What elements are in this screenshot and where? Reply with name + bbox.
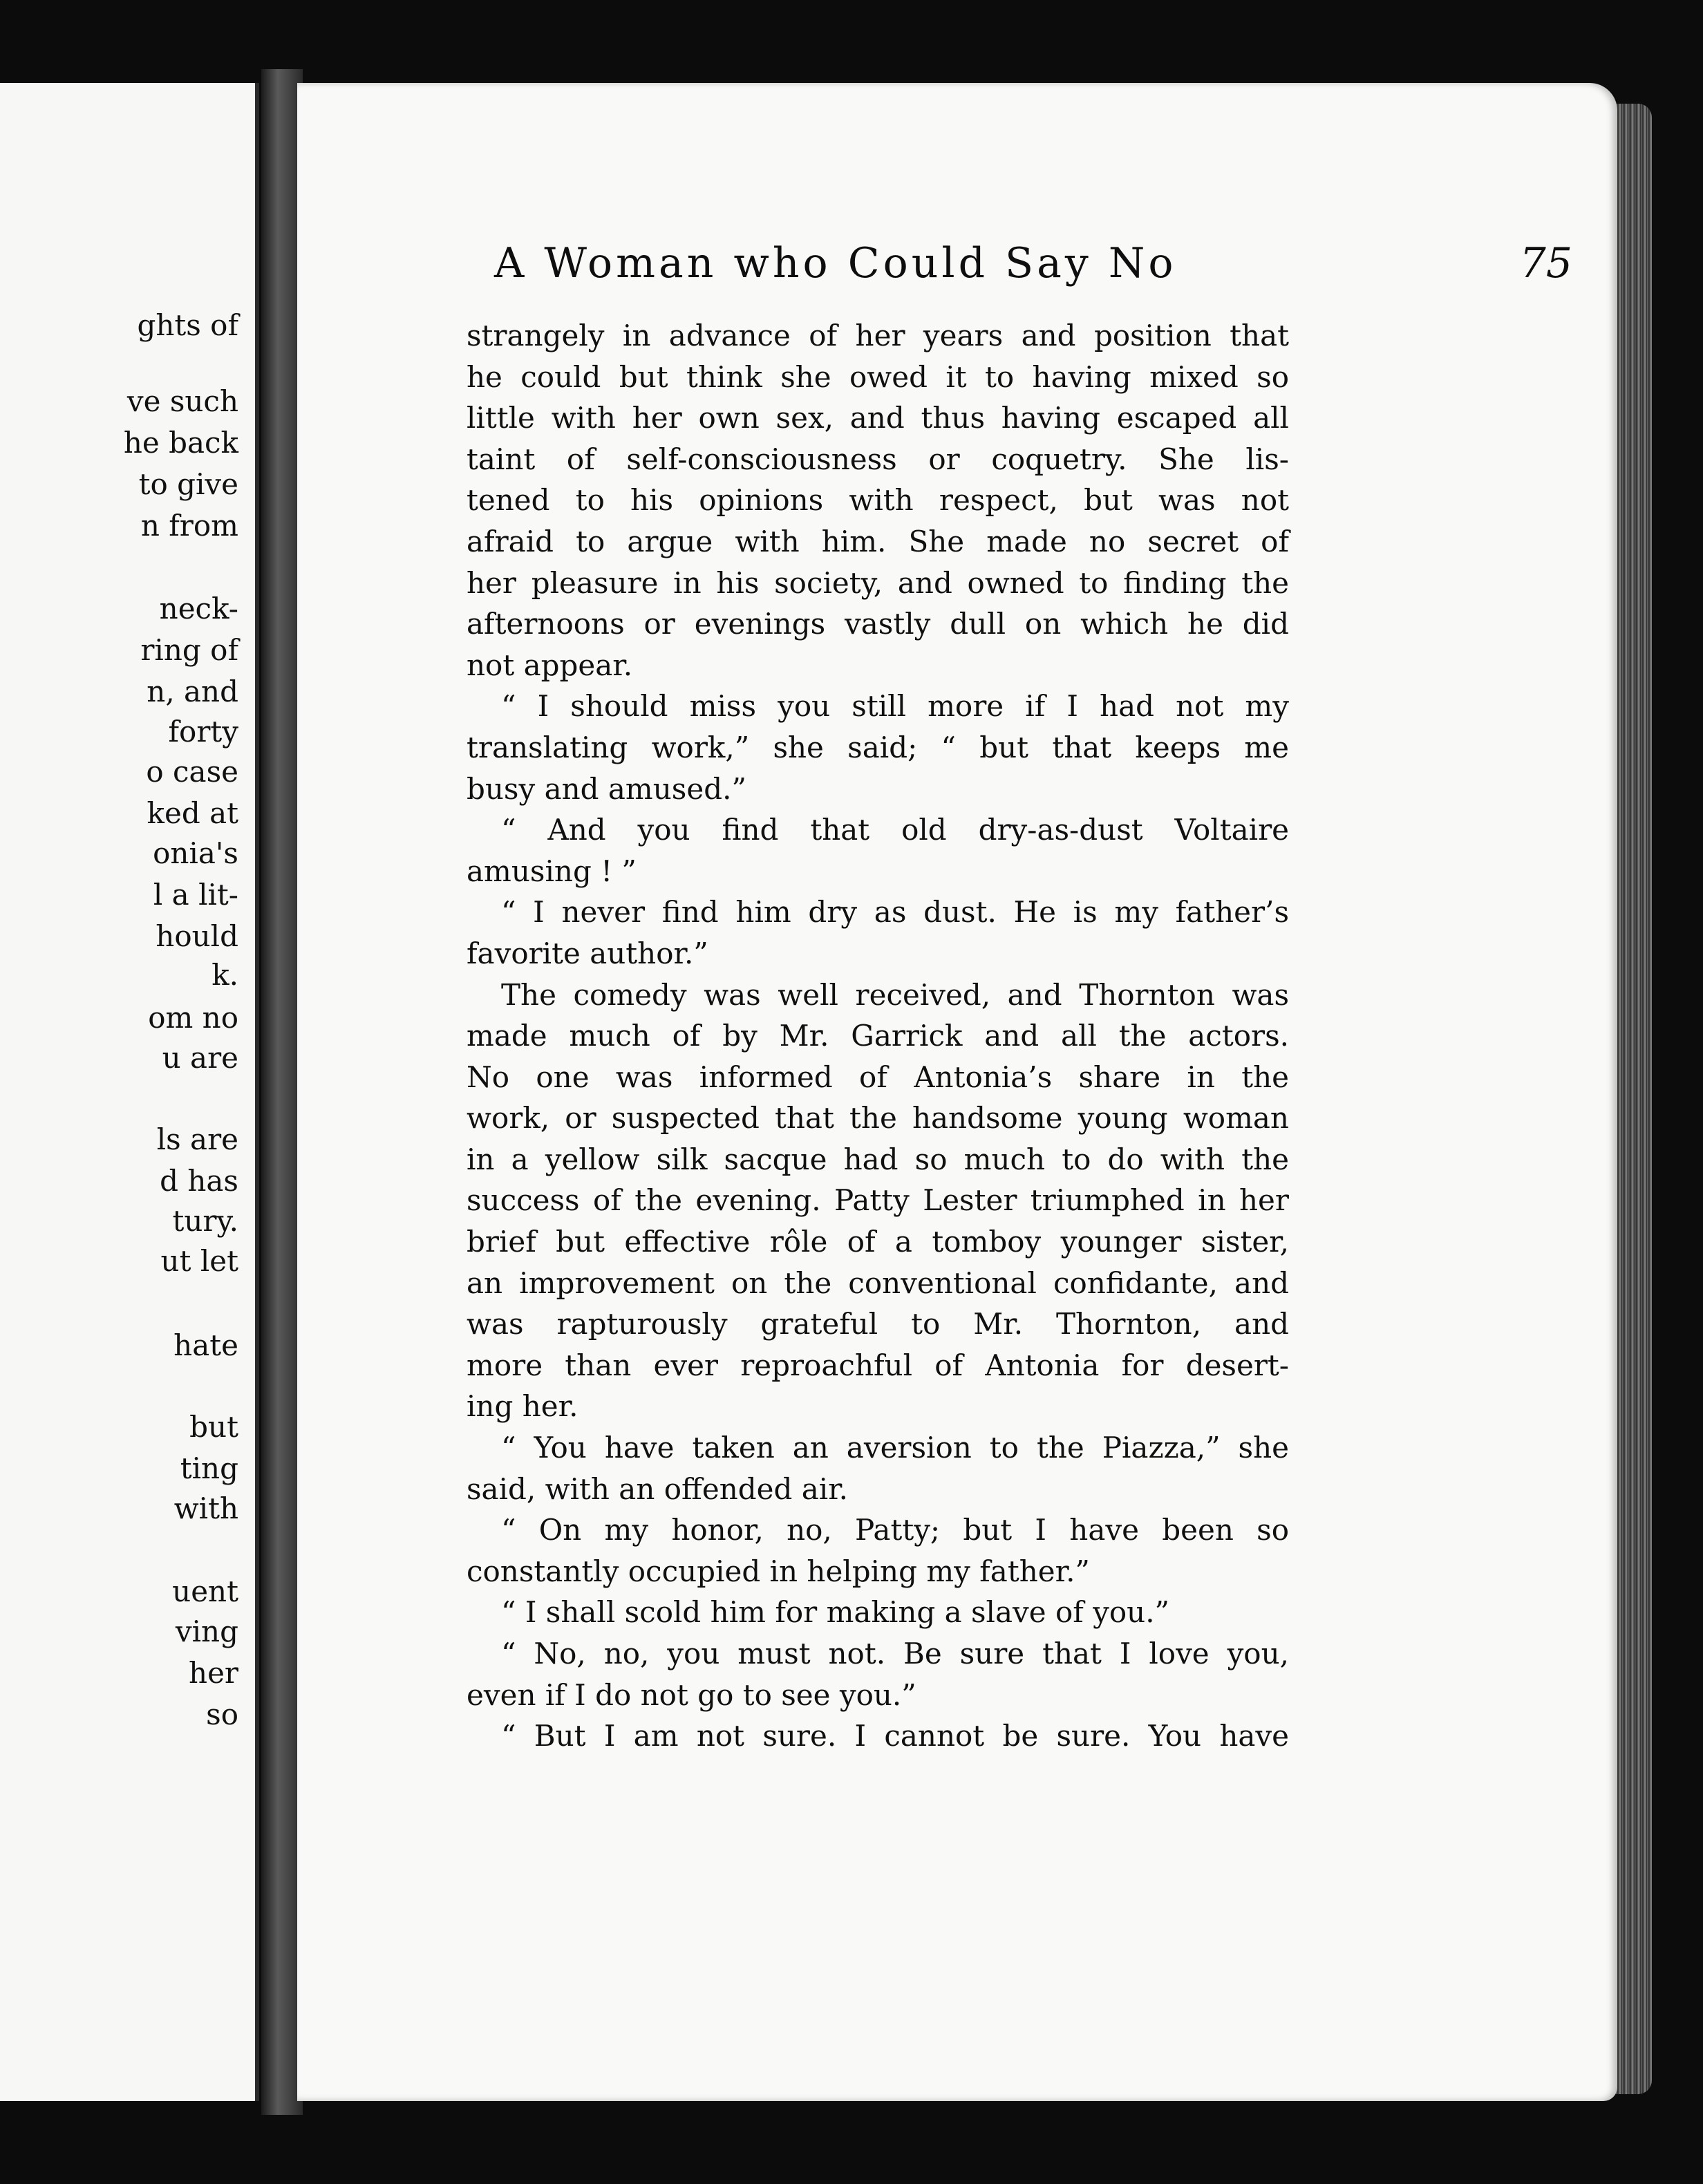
text-line: “ But I am not sure. I cannot be sure. You have: [501, 1719, 1289, 1753]
left-line-fragment: neck-: [159, 592, 238, 625]
left-line-fragment: with: [173, 1491, 238, 1525]
text-line: afternoons or evenings vastly dull on which he did: [467, 607, 1289, 641]
text-line: not appear.: [467, 648, 633, 682]
text-line: “ On my honor, no, Patty; but I have been so: [501, 1513, 1289, 1547]
left-line-fragment: d has: [160, 1164, 238, 1198]
left-line-fragment: hate: [173, 1328, 238, 1362]
text-line: more than ever reproachful of Antonia for desert-: [467, 1348, 1289, 1382]
text-line: “ I never find him dry as dust. He is my father’s: [501, 895, 1289, 930]
text-line: “ And you find that old dry-as-dust Voltaire: [501, 813, 1289, 847]
left-line-fragment: onia's: [153, 836, 238, 870]
left-line-fragment: ving: [175, 1615, 238, 1648]
left-line-fragment: n from: [140, 509, 238, 543]
text-line: busy and amused.”: [467, 771, 746, 806]
text-line: he could but think she owed it to having mixed so: [467, 359, 1289, 394]
left-line-fragment: ls are: [156, 1122, 238, 1156]
text-line: little with her own sex, and thus having escaped all: [467, 401, 1289, 435]
left-line-fragment: u are: [162, 1041, 238, 1075]
body-text: [467, 315, 1289, 1757]
page-number: 75: [1519, 239, 1572, 288]
left-line-fragment: ting: [180, 1451, 238, 1485]
left-line-fragment: tury.: [172, 1204, 238, 1238]
text-line: “ I shall scold him for making a slave of you.”: [501, 1595, 1170, 1630]
text-line: strangely in advance of her years and position that: [467, 319, 1289, 352]
text-line: constantly occupied in helping my father.”: [467, 1554, 1090, 1588]
text-line: favorite author.”: [467, 936, 708, 970]
running-head: [494, 239, 1572, 288]
text-line: success of the evening. Patty Lester triumphed in her: [467, 1183, 1289, 1218]
text-line: said, with an offended air.: [467, 1471, 849, 1506]
left-line-fragment: he back: [123, 426, 238, 460]
text-line: brief but effective rôle of a tomboy younger sister,: [467, 1225, 1289, 1259]
text-line: was rapturously grateful to Mr. Thornton, and: [467, 1307, 1289, 1342]
left-line-fragment: n, and: [147, 675, 238, 708]
text-line: translating work,” she said; “ but that keeps me: [467, 730, 1289, 764]
left-line-fragment: forty: [168, 715, 238, 749]
left-line-fragment: her: [189, 1656, 238, 1690]
text-line: even if I do not go to see you.”: [467, 1677, 916, 1712]
text-line: an improvement on the conventional confidante, and: [467, 1265, 1289, 1300]
left-line-fragment: but: [189, 1410, 238, 1444]
running-title: A Woman who Could Say No: [494, 239, 1177, 288]
text-line: The comedy was well received, and Thornton was: [501, 977, 1289, 1012]
left-line-fragment: uent: [172, 1574, 238, 1608]
text-line: taint of self-consciousness or coquetry. She lis-: [467, 442, 1289, 476]
left-line-fragment: l a lit-: [153, 878, 238, 912]
left-line-fragment: ve such: [126, 384, 238, 418]
left-line-fragment: ked at: [147, 796, 238, 830]
left-line-fragment: to give: [138, 467, 238, 501]
left-line-fragment: so: [206, 1697, 238, 1731]
book-gutter: [261, 69, 303, 2115]
text-line: her pleasure in his society, and owned to finding the: [467, 565, 1289, 600]
left-line-fragment: o case: [146, 755, 238, 789]
left-page: [0, 83, 259, 2101]
text-line: amusing ! ”: [467, 854, 637, 888]
text-line: afraid to argue with him. She made no secret of: [467, 524, 1289, 558]
text-line: “ I should miss you still more if I had not my: [501, 689, 1289, 724]
text-line: in a yellow silk sacque had so much to do with the: [467, 1142, 1289, 1176]
left-line-fragment: ring of: [140, 633, 238, 667]
left-line-fragment: k.: [211, 958, 238, 992]
left-line-fragment: om no: [148, 1001, 238, 1035]
text-line: work, or suspected that the handsome young woman: [467, 1101, 1289, 1136]
left-line-fragment: ut let: [160, 1244, 238, 1278]
text-line: “ You have taken an aversion to the Piazza,” she: [501, 1431, 1289, 1465]
text-line: made much of by Mr. Garrick and all the actors.: [467, 1019, 1289, 1053]
left-line-fragment: ghts of: [137, 308, 238, 342]
left-line-fragment: hould: [156, 919, 238, 953]
text-line: “ No, no, you must not. Be sure that I love you,: [501, 1637, 1289, 1670]
left-page-text: [0, 83, 255, 2101]
text-line: No one was informed of Antonia’s share in the: [467, 1060, 1289, 1094]
right-page: [297, 83, 1617, 2101]
text-line: ing her.: [467, 1389, 578, 1424]
text-line: tened to his opinions with respect, but was not: [467, 483, 1289, 518]
